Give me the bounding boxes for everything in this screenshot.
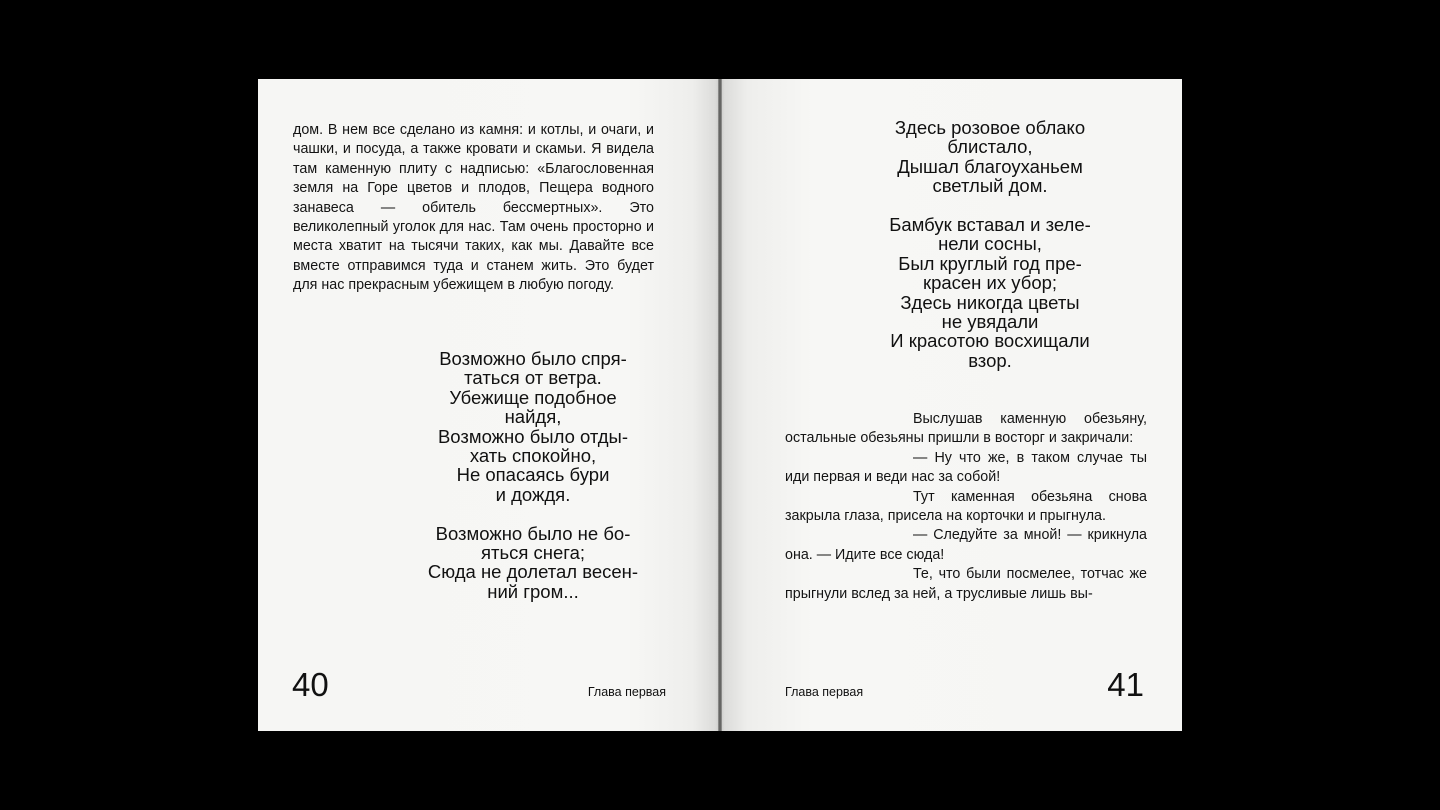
- right-paragraph: — Следуйте за мной! — крикнула она. — Идите все сюда!: [785, 527, 1147, 563]
- verse-line: Убежище подобное: [449, 386, 617, 408]
- left-page: [258, 79, 720, 731]
- verse-line: Бамбук вставал и зеле-: [889, 214, 1091, 236]
- verse-line: Сюда не долетал весен-: [427, 561, 639, 583]
- right-paragraph: Те, что были посмелее, тотчас же прыгнули вслед за ней, а трусливые лишь вы-: [785, 566, 1147, 602]
- right-verse-block: [840, 118, 1140, 390]
- verse-line: светлый дом.: [932, 175, 1048, 197]
- verse-line: и дождя.: [495, 483, 571, 505]
- verse-line: не увядали: [941, 311, 1039, 333]
- right-paragraph: — Ну что же, в таком случае ты иди первая и веди нас за собой!: [785, 449, 1147, 486]
- verse-line: хать спокойно,: [469, 445, 597, 467]
- verse-stanza: [408, 349, 658, 504]
- verse-line: Был круглый год пре-: [898, 252, 1082, 274]
- verse-line: яться снега;: [480, 542, 586, 564]
- verse-stanza: [408, 524, 658, 602]
- verse-line: блистало,: [947, 136, 1033, 158]
- verse-line: Возможно было отды-: [437, 425, 629, 447]
- right-prose-block: [785, 410, 1147, 604]
- left-verse-block: [408, 349, 658, 621]
- open-book: [258, 79, 1182, 731]
- verse-line: Дышал благоуханьем: [897, 155, 1083, 177]
- verse-line: Возможно было не бо-: [435, 522, 631, 544]
- page-number: 41: [1107, 666, 1144, 703]
- verse-line: нели сосны,: [938, 233, 1042, 255]
- right-paragraph: Тут каменная обезьяна снова закрыла глаза, присела на корточки и прыгнула.: [785, 488, 1147, 525]
- verse-line: красен их убор;: [922, 272, 1058, 294]
- left-prose-block: [293, 121, 654, 296]
- verse-stanza: [840, 215, 1140, 370]
- verse-stanza: [840, 118, 1140, 196]
- left-paragraph: дом. В нем все сделано из камня: и котлы, и очаги, и чашки, и посуда, а также кровати и скамьи. Я видела там каменную плиту с надписью: «Благословенная земля на Горе цветов и плодов, Пещера водного занавеса — обитель бессмертных». Это великолепный уголок для нас. Там очень просторно и места хватит на тысячи таких, как мы. Давайте все вместе отправимся туда и станем жить. Это будет для нас прекрасным убежищем в любую погоду.: [293, 122, 654, 294]
- verse-line: взор.: [968, 349, 1012, 371]
- right-paragraph: Выслушав каменную обезьяну, остальные обезьяны пришли в восторг и закричали:: [785, 411, 1147, 447]
- verse-line: найдя,: [504, 406, 562, 428]
- book-spine: [718, 79, 722, 731]
- right-page: [720, 79, 1182, 731]
- verse-line: И красотою восхищали: [890, 330, 1090, 352]
- verse-line: ний гром...: [487, 580, 579, 602]
- verse-line: таться от ветра.: [464, 367, 602, 389]
- verse-line: Здесь никогда цветы: [900, 291, 1080, 313]
- verse-line: Не опасаясь бури: [456, 464, 610, 486]
- running-head: Глава первая: [587, 685, 666, 699]
- running-head: Глава первая: [785, 685, 864, 699]
- verse-line: Здесь розовое облако: [894, 117, 1086, 138]
- verse-line: Возможно было спря-: [439, 348, 627, 369]
- page-number: 40: [292, 666, 329, 703]
